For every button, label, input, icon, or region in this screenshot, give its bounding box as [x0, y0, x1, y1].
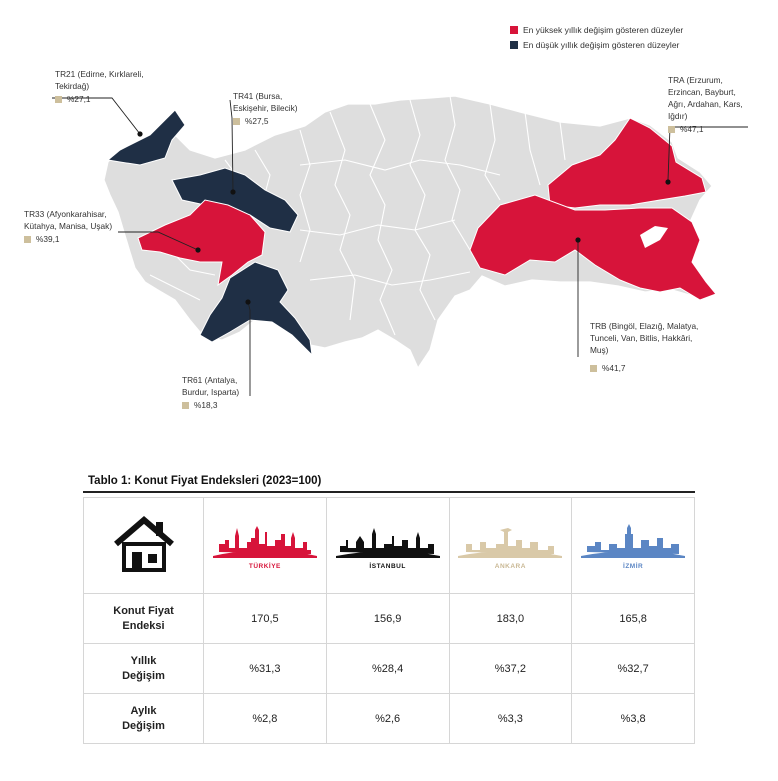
value-swatch: [668, 126, 675, 133]
table-cell: %2,8: [204, 694, 327, 744]
callout-tr61-line1: TR61 (Antalya,: [182, 375, 238, 385]
callout-tr21: [55, 68, 144, 105]
value-swatch: [590, 365, 597, 372]
callout-trb: [590, 320, 698, 374]
callout-tr41-value: %27,5: [233, 115, 298, 127]
table-row: [84, 644, 695, 694]
table-cell: 170,5: [204, 594, 327, 644]
callout-tr41: [233, 90, 298, 127]
table-cell: %32,7: [572, 644, 695, 694]
table-cell: %3,3: [449, 694, 572, 744]
house-icon-cell: [84, 498, 204, 594]
table-row: [84, 694, 695, 744]
callout-trb-line3: Muş): [590, 345, 609, 355]
turkiye-skyline-icon: [211, 522, 319, 558]
callout-tr33-value: %39,1: [24, 233, 112, 245]
col-turkiye-label: TÜRKİYE: [248, 562, 281, 570]
row-header: Konut Fiyat Endeksi: [84, 594, 204, 644]
callout-trb-value: %41,7: [590, 362, 698, 374]
callout-tr61-value: %18,3: [182, 399, 239, 411]
callout-tra: [668, 74, 743, 135]
callout-tr21-line1: TR21 (Edirne, Kırklareli,: [55, 69, 144, 79]
callout-tra-line2: Erzincan, Bayburt,: [668, 87, 736, 97]
callout-tr41-line2: Eskişehir, Bilecik): [233, 103, 298, 113]
table-cell: %37,2: [449, 644, 572, 694]
callout-tr61-line2: Burdur, Isparta): [182, 387, 240, 397]
value-swatch: [182, 402, 189, 409]
table-cell: %28,4: [326, 644, 449, 694]
callout-tra-line3: Ağrı, Ardahan, Kars,: [668, 99, 743, 109]
callout-tra-value: %47,1: [668, 123, 743, 135]
callout-tra-line1: TRA (Erzurum,: [668, 75, 723, 85]
callout-tr41-line1: TR41 (Bursa,: [233, 91, 283, 101]
callout-tr33: [24, 208, 112, 245]
price-index-table: [83, 497, 695, 744]
table-cell: 156,9: [326, 594, 449, 644]
value-swatch: [24, 236, 31, 243]
col-istanbul: [326, 498, 449, 594]
table-cell: %3,8: [572, 694, 695, 744]
izmir-skyline-icon: [579, 522, 687, 558]
callout-tr33-line1: TR33 (Afyonkarahisar,: [24, 209, 107, 219]
table-header-row: [84, 498, 695, 594]
istanbul-skyline-icon: [334, 522, 442, 558]
col-ankara-label: ANKARA: [494, 562, 526, 570]
col-izmir: [572, 498, 695, 594]
callout-tr61: [182, 374, 239, 411]
col-izmir-label: İZMİR: [623, 562, 644, 570]
row-header: Yıllık Değişim: [84, 644, 204, 694]
value-swatch: [233, 118, 240, 125]
table-cell: 183,0: [449, 594, 572, 644]
col-turkiye: [204, 498, 327, 594]
table-title: Tablo 1: Konut Fiyat Endeksleri (2023=100): [88, 475, 322, 487]
callout-trb-line2: Tunceli, Van, Bitlis, Hakkâri,: [590, 333, 693, 343]
row-header: Aylık Değişim: [84, 694, 204, 744]
callout-tr21-line2: Tekirdağ): [55, 81, 90, 91]
col-ankara: [449, 498, 572, 594]
callout-trb-line1: TRB (Bingöl, Elazığ, Malatya,: [590, 321, 699, 331]
table-title-rule: [83, 491, 695, 493]
ankara-skyline-icon: [456, 522, 564, 558]
house-icon: [112, 514, 176, 574]
table-cell: %2,6: [326, 694, 449, 744]
callout-tr21-value: %27,1: [55, 93, 144, 105]
legend-high-label: En yüksek yıllık değişim gösteren düzeyler: [523, 24, 684, 35]
table-cell: %31,3: [204, 644, 327, 694]
callout-tr33-line2: Kütahya, Manisa, Uşak): [24, 221, 113, 231]
callout-tra-line4: Iğdır): [668, 111, 688, 121]
table-cell: 165,8: [572, 594, 695, 644]
table-row: [84, 594, 695, 644]
value-swatch: [55, 96, 62, 103]
legend-low-label: En düşük yıllık değişim gösteren düzeyler: [523, 39, 680, 50]
col-istanbul-label: İSTANBUL: [369, 562, 406, 570]
